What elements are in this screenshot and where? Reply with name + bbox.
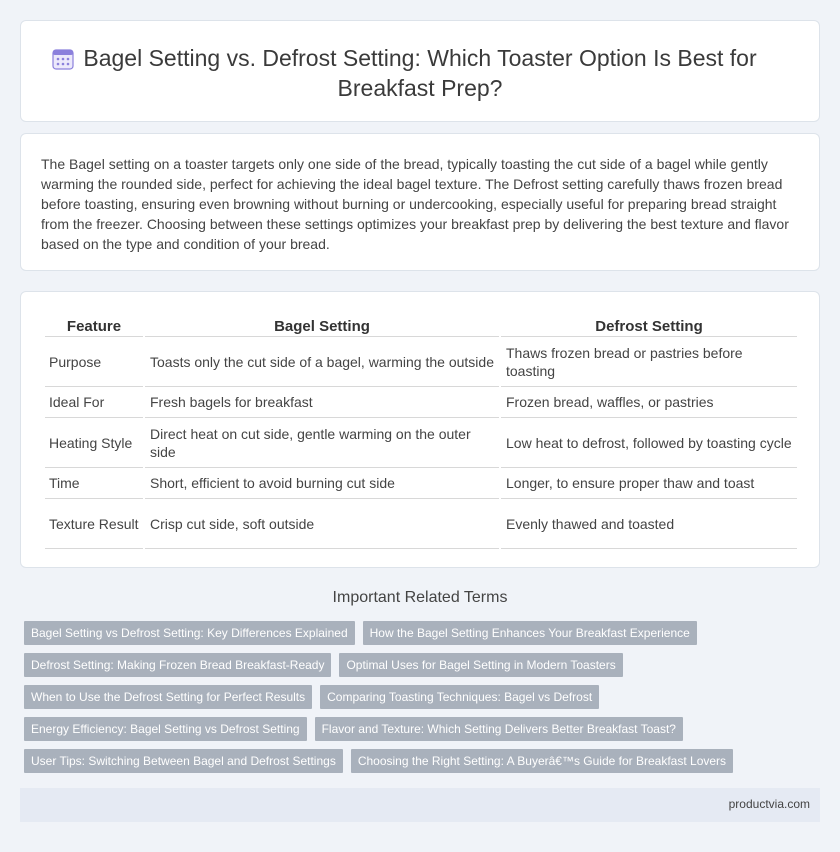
related-term-link[interactable]: How the Bagel Setting Enhances Your Breakfast Experience: [363, 621, 697, 645]
table-cell: Time: [45, 468, 143, 499]
comparison-table: [43, 314, 799, 549]
page-title: Bagel Setting vs. Defrost Setting: Which Toaster Option Is Best for Breakfast Prep?: [83, 45, 757, 101]
table-header-bagel: Bagel Setting: [145, 314, 499, 337]
related-term-link[interactable]: Comparing Toasting Techniques: Bagel vs Defrost: [320, 685, 599, 709]
table-cell: Evenly thawed and toasted: [501, 499, 797, 549]
tag-row: [24, 653, 744, 677]
table-cell: Purpose: [45, 337, 143, 387]
footer: [20, 788, 820, 822]
header-card: [20, 20, 820, 122]
table-cell: Toasts only the cut side of a bagel, warming the outside: [145, 337, 499, 387]
table-cell: Crisp cut side, soft outside: [145, 499, 499, 549]
table-header-defrost: Defrost Setting: [501, 314, 797, 337]
related-term-link[interactable]: Flavor and Texture: Which Setting Delivers Better Breakfast Toast?: [315, 717, 683, 741]
related-term-link[interactable]: Choosing the Right Setting: A Buyerâ€™s Guide for Breakfast Lovers: [351, 749, 733, 773]
table-cell: Heating Style: [45, 418, 143, 468]
tag-row: [24, 685, 744, 709]
related-terms-list: [24, 621, 744, 781]
table-cell: Texture Result: [45, 499, 143, 549]
table-cell: Low heat to defrost, followed by toasting cycle: [501, 418, 797, 468]
related-term-link[interactable]: Energy Efficiency: Bagel Setting vs Defrost Setting: [24, 717, 307, 741]
table-cell: Fresh bagels for breakfast: [145, 387, 499, 418]
intro-card: [20, 133, 820, 271]
table-cell: Ideal For: [45, 387, 143, 418]
related-term-link[interactable]: When to Use the Defrost Setting for Perfect Results: [24, 685, 312, 709]
table-header-feature: Feature: [45, 314, 143, 337]
related-terms-title: Important Related Terms: [332, 589, 508, 606]
tag-row: [24, 749, 744, 773]
related-term-link[interactable]: User Tips: Switching Between Bagel and Defrost Settings: [24, 749, 343, 773]
table-row: [45, 387, 797, 418]
table-cell: Longer, to ensure proper thaw and toast: [501, 468, 797, 499]
table-row: [45, 468, 797, 499]
related-term-link[interactable]: Bagel Setting vs Defrost Setting: Key Differences Explained: [24, 621, 355, 645]
table-cell: Direct heat on cut side, gentle warming on the outer side: [145, 418, 499, 468]
table-cell: Frozen bread, waffles, or pastries: [501, 387, 797, 418]
table-cell: Thaws frozen bread or pastries before toasting: [501, 337, 797, 387]
footer-site-link[interactable]: productvia.com: [728, 797, 810, 811]
intro-text: The Bagel setting on a toaster targets only one side of the bread, typically toasting the cut side of a bagel while gently warming the rounded side, perfect for achieving the ideal bagel texture. The Defrost setting carefully thaws frozen bread before toasting, ensuring even browning without burning or undercooking, especially useful for preparing bread straight from the freezer. Choosing between these settings optimizes your breakfast prep by delivering the best texture and flavor based on the type and condition of your bread.: [41, 156, 789, 252]
table-row: [45, 499, 797, 549]
table-row: [45, 337, 797, 387]
table-cell: Short, efficient to avoid burning cut side: [145, 468, 499, 499]
comparison-table-card: [20, 291, 820, 568]
tag-row: [24, 621, 744, 645]
table-row: [45, 418, 797, 468]
tag-row: [24, 717, 744, 741]
related-term-link[interactable]: Defrost Setting: Making Frozen Bread Breakfast-Ready: [24, 653, 331, 677]
related-term-link[interactable]: Optimal Uses for Bagel Setting in Modern Toasters: [339, 653, 622, 677]
